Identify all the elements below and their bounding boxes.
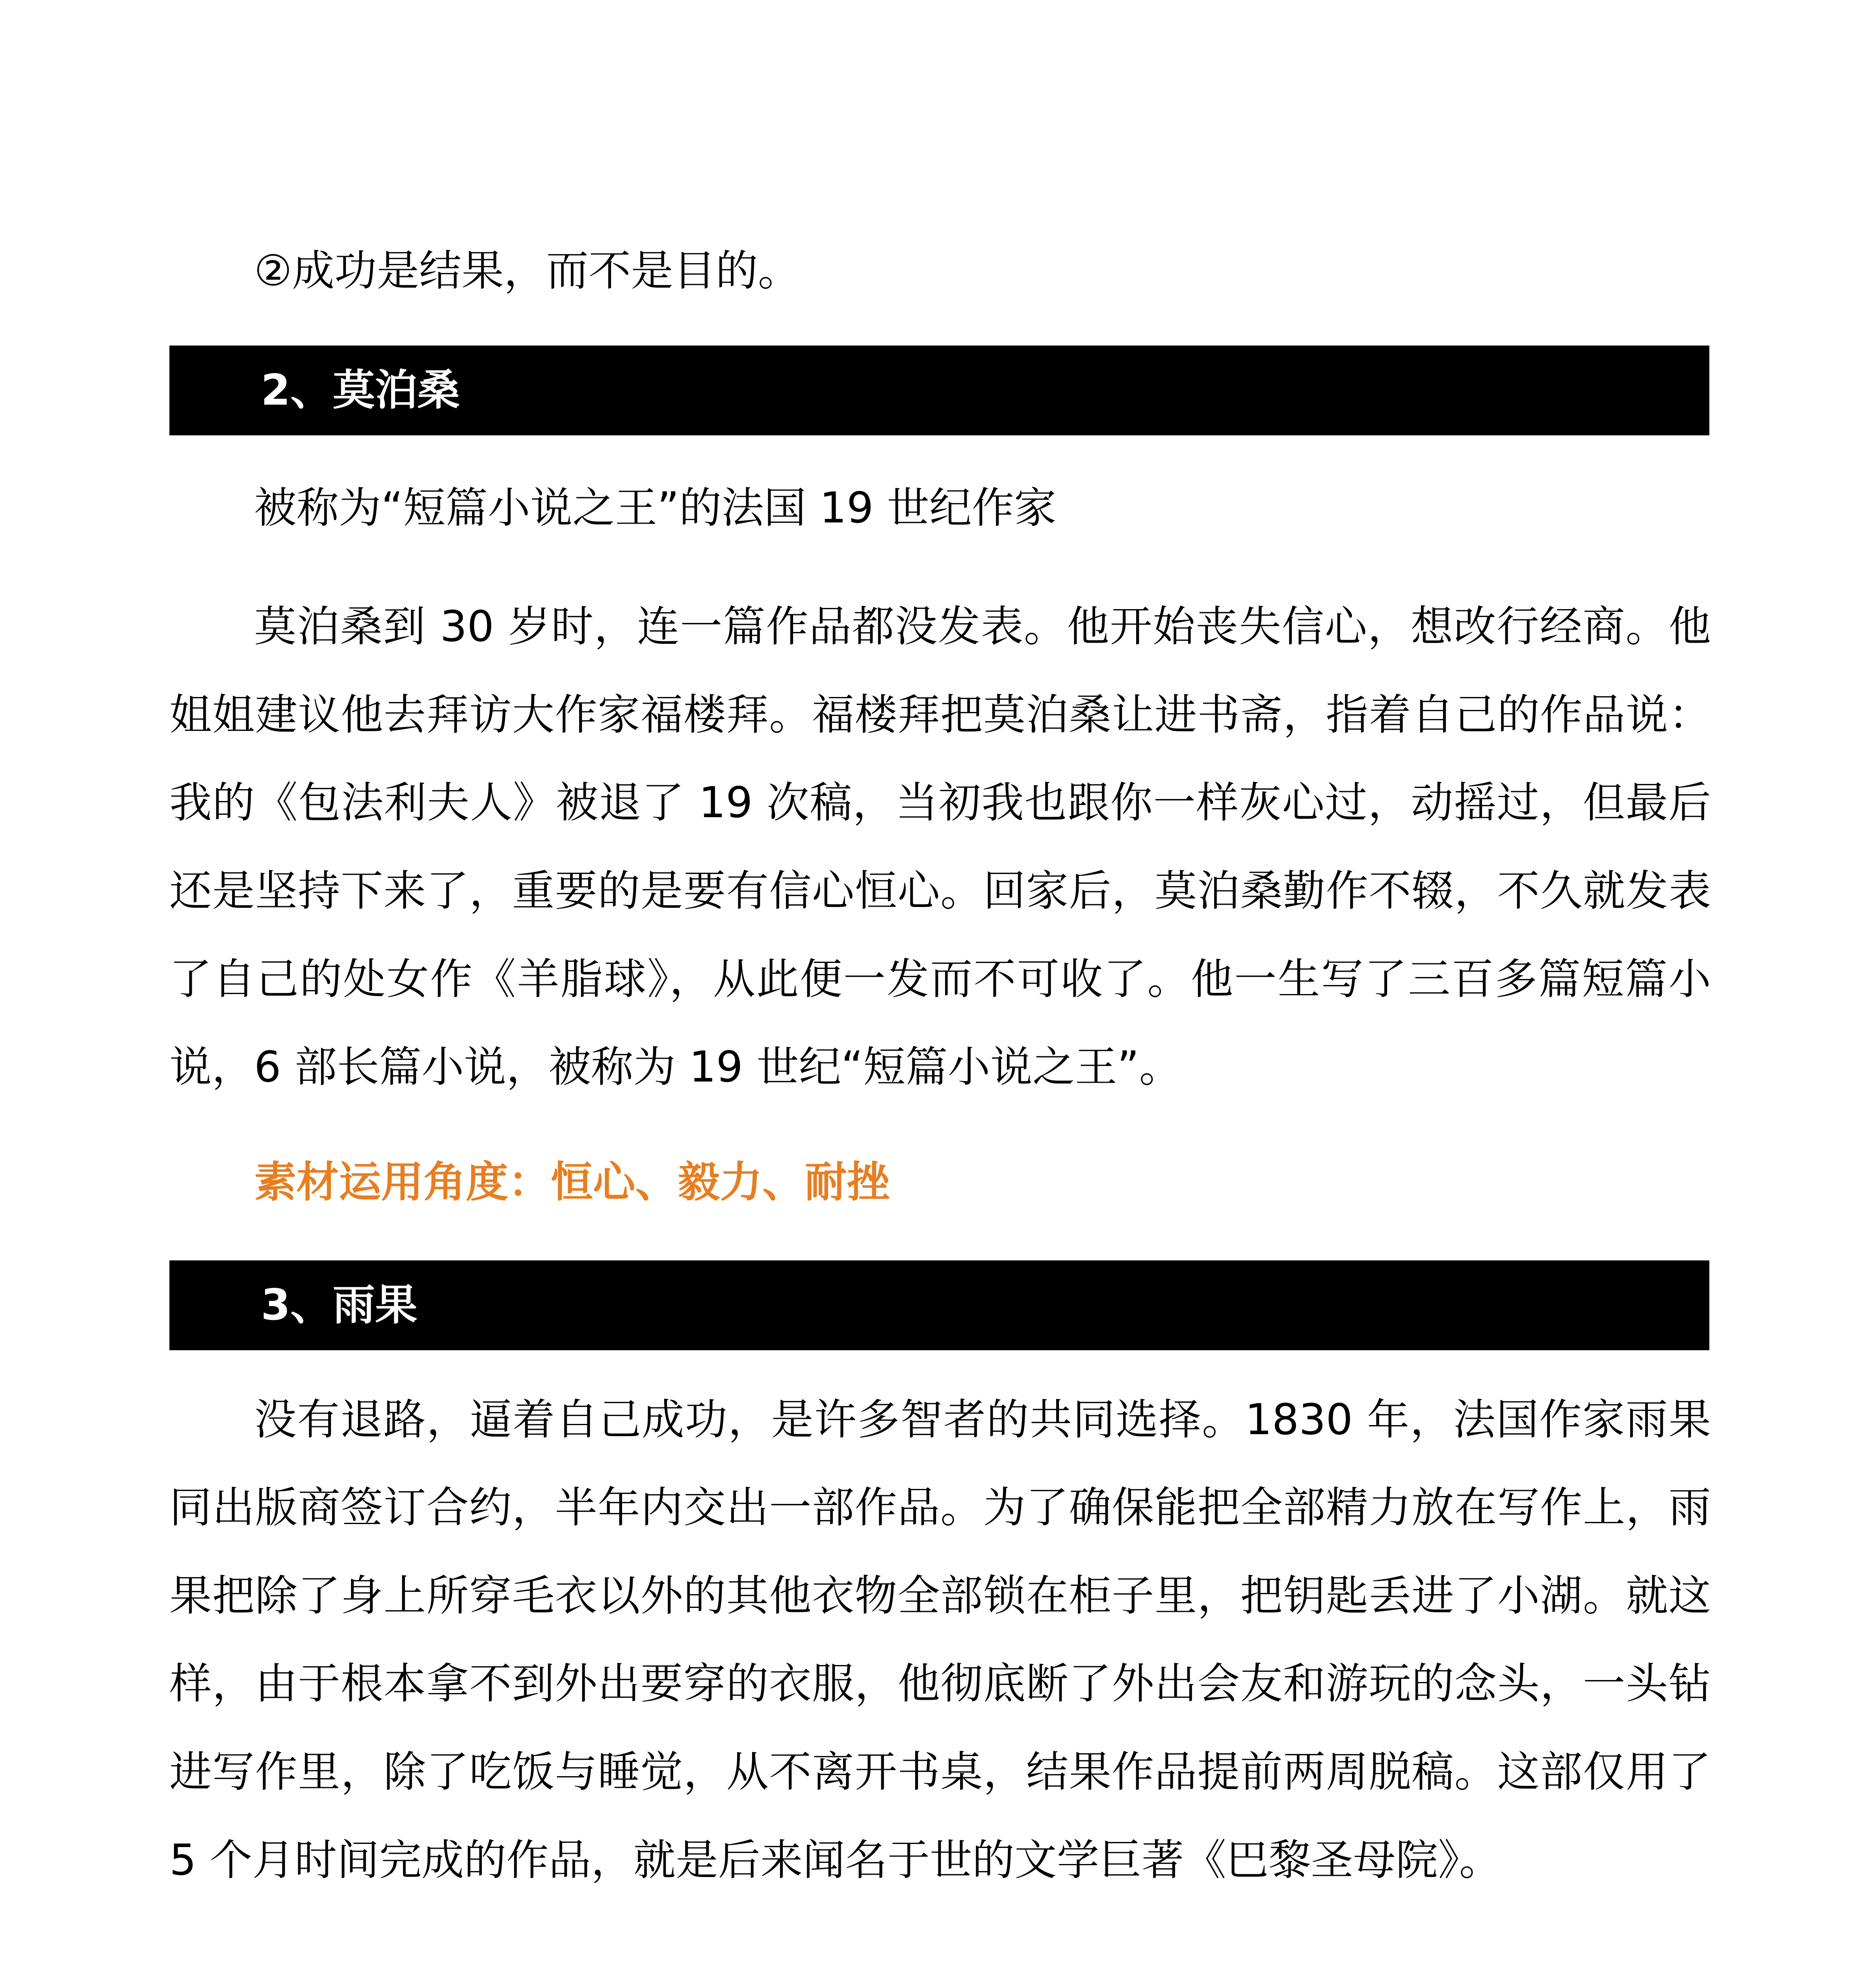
section-bar-maupassant [169, 346, 1709, 435]
section-heading-hugo: 3、雨果 [261, 1280, 418, 1330]
section-bar-hugo [169, 1260, 1709, 1350]
paragraph-hugo-story: 没有退路，逼着自己成功，是许多智者的共同选择。1830 年，法国作家雨果同出版商签订合约，半年内交出一部作品。为了确保能把全部精力放在写作上，雨果把除了身上所穿毛衣以外的其他衣物全部锁在柜子里，把钥匙丢进了小湖。就这样，由于根本拿不到外出要穿的衣服，他彻底断了外出会友和游玩的念头，一头钻进写作里，除了吃饭与睡觉，从不离开书桌，结果作品提前两周脱稿。这部仅用了 5 个月时间完成的作品，就是后来闻名于世的文学巨著《巴黎圣母院》。 [169, 1395, 1711, 1885]
usage-note: 素材运用角度：恒心、毅力、耐挫 [254, 1158, 890, 1207]
section-heading-maupassant: 2、莫泊桑 [261, 366, 460, 415]
carry-over-line: ②成功是结果，而不是目的。 [254, 246, 801, 296]
paragraph-maupassant-story: 莫泊桑到 30 岁时，连一篇作品都没发表。他开始丧失信心，想改行经商。他姐姐建议他去拜访大作家福楼拜。福楼拜把莫泊桑让进书斋，指着自己的作品说：我的《包法利夫人》被退了 19 次稿，当初我也跟你一样灰心过，动摇过，但最后还是坚持下来了，重要的是要有信心恒心。回家后，莫泊桑勤作不辍，不久就发表了自己的处女作《羊脂球》，从此便一发而不可收了。他一生写了三百多篇短篇小说，6 部长篇小说，被称为 19 世纪“短篇小说之王”。 [169, 602, 1711, 1092]
paragraph-maupassant-intro: 被称为“短篇小说之王”的法国 19 世纪作家 [254, 483, 1057, 533]
